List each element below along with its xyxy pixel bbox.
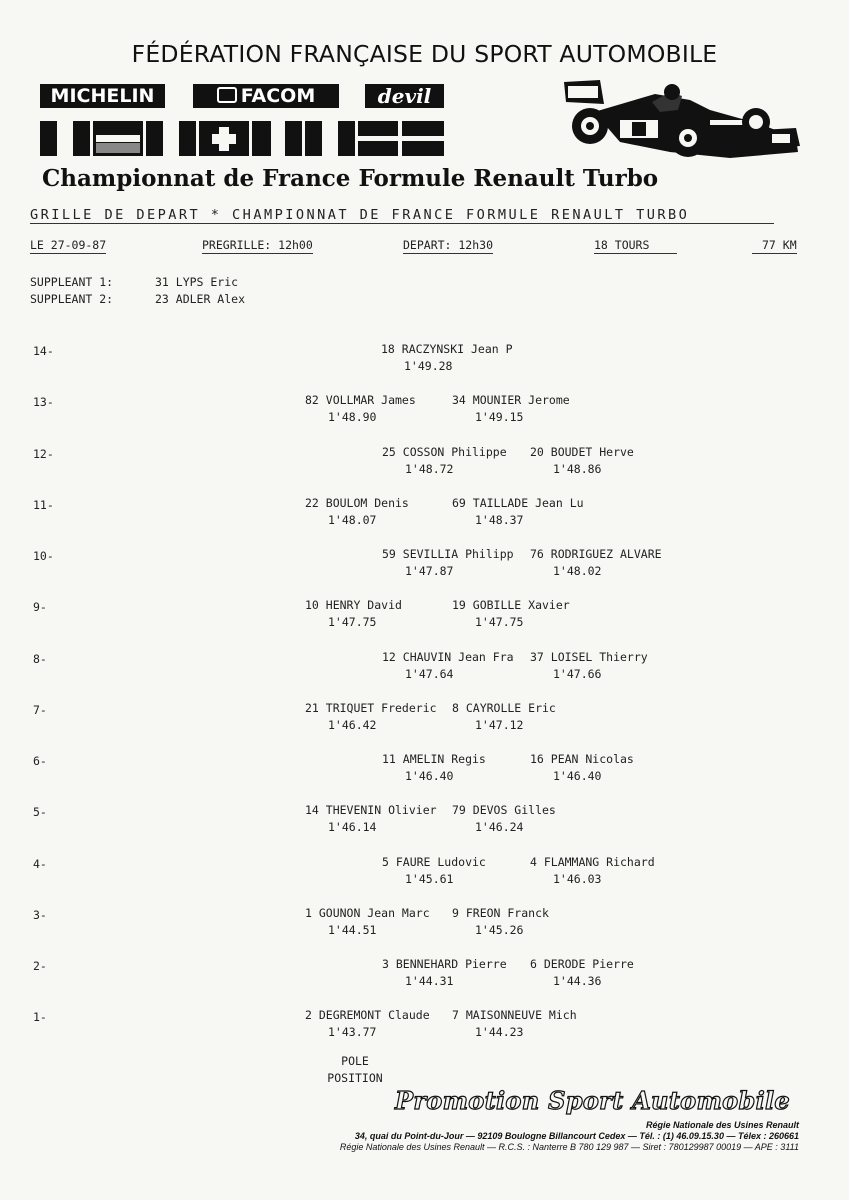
grid-driver-name: 2 DEGREMONT Claude — [305, 1008, 430, 1022]
grid-driver-time: 1'43.77 — [328, 1025, 377, 1039]
facom-logo-icon — [217, 87, 237, 103]
substitute-2-label: SUPPLEANT 2: — [30, 292, 114, 306]
grid-row-label: 2- — [33, 959, 47, 973]
grid-driver-time: 1'46.03 — [553, 872, 602, 886]
grid-driver-name: 11 AMELIN Regis — [382, 752, 486, 766]
grid-driver-time: 1'44.36 — [553, 974, 602, 988]
grid-driver-time: 1'49.28 — [404, 359, 453, 373]
grid-driver-name: 22 BOULOM Denis — [305, 496, 409, 510]
grid-driver-time: 1'47.87 — [405, 564, 454, 578]
grid-driver-time: 1'47.12 — [475, 718, 524, 732]
grid-driver-time: 1'44.31 — [405, 974, 454, 988]
grid-driver-name: 16 PEAN Nicolas — [530, 752, 634, 766]
grid-row-label: 11- — [33, 498, 54, 512]
grid-driver-time: 1'47.75 — [328, 615, 377, 629]
grid-driver-name: 8 CAYROLLE Eric — [452, 701, 556, 715]
grid-driver-name: 19 GOBILLE Xavier — [452, 598, 570, 612]
grid-driver-time: 1'48.07 — [328, 513, 377, 527]
grid-row-label: 6- — [33, 754, 47, 768]
facom-logo: FACOM — [193, 84, 339, 108]
grid-driver-time: 1'47.64 — [405, 667, 454, 681]
grid-driver-name: 34 MOUNIER Jerome — [452, 393, 570, 407]
grid-driver-name: 18 RACZYNSKI Jean P — [381, 342, 513, 356]
grid-driver-time: 1'45.26 — [475, 923, 524, 937]
grid-driver-time: 1'48.90 — [328, 410, 377, 424]
grid-driver-time: 1'44.51 — [328, 923, 377, 937]
grid-driver-name: 79 DEVOS Gilles — [452, 803, 556, 817]
grid-driver-time: 1'48.02 — [553, 564, 602, 578]
grid-driver-name: 76 RODRIGUEZ ALVARE — [530, 547, 662, 561]
substitute-2-driver: 23 ADLER Alex — [155, 292, 246, 306]
race-date: LE 27-09-87 — [30, 238, 107, 252]
grid-driver-time: 1'46.24 — [475, 820, 524, 834]
grid-driver-name: 69 TAILLADE Jean Lu — [452, 496, 584, 510]
grid-driver-time: 1'47.75 — [475, 615, 524, 629]
grid-row-label: 3- — [33, 908, 47, 922]
grid-driver-time: 1'48.37 — [475, 513, 524, 527]
grid-driver-time: 1'49.15 — [475, 410, 524, 424]
footer-address: 34, quai du Point-du-Jour — 92109 Boulogne Billancourt Cedex — Tél. : (1) 46.09.15.30 — Télex : 260661 — [354, 1131, 799, 1141]
footer-org: Régie Nationale des Usines Renault — [645, 1120, 799, 1130]
grid-title-underline — [30, 223, 774, 224]
pole-position-label: POLE POSITION — [327, 1054, 383, 1085]
grid-row-label: 13- — [33, 395, 54, 409]
grid-driver-name: 12 CHAUVIN Jean Fra — [382, 650, 514, 664]
grid-driver-time: 1'46.40 — [553, 769, 602, 783]
flags-icon — [40, 121, 445, 157]
grid-driver-name: 4 FLAMMANG Richard — [530, 855, 655, 869]
promotion-logo: Promotion Sport Automobile — [395, 1086, 790, 1115]
grid-row-label: 14- — [33, 344, 54, 358]
grid-driver-name: 20 BOUDET Herve — [530, 445, 634, 459]
grid-row-label: 1- — [33, 1010, 47, 1024]
race-distance: 77 KM — [752, 238, 797, 252]
grid-row-label: 7- — [33, 703, 47, 717]
grid-driver-name: 59 SEVILLIA Philipp — [382, 547, 514, 561]
grid-row-label: 10- — [33, 549, 54, 563]
grid-driver-name: 9 FREON Franck — [452, 906, 549, 920]
federation-title: FÉDÉRATION FRANÇAISE DU SPORT AUTOMOBILE — [131, 40, 718, 68]
grid-driver-time: 1'46.40 — [405, 769, 454, 783]
depart-time: DEPART: 12h30 — [403, 238, 494, 252]
grid-driver-name: 14 THEVENIN Olivier — [305, 803, 437, 817]
grid-driver-name: 21 TRIQUET Frederic — [305, 701, 437, 715]
grid-driver-time: 1'46.42 — [328, 718, 377, 732]
pregrille-time: PREGRILLE: 12h00 — [202, 238, 313, 252]
championship-title: Championnat de France Formule Renault Turbo — [42, 165, 659, 192]
grid-driver-time: 1'46.14 — [328, 820, 377, 834]
race-car-icon — [560, 72, 802, 167]
grid-driver-time: 1'44.23 — [475, 1025, 524, 1039]
grid-row-label: 8- — [33, 652, 47, 666]
grid-driver-name: 5 FAURE Ludovic — [382, 855, 486, 869]
grid-driver-time: 1'45.61 — [405, 872, 454, 886]
grid-row-label: 5- — [33, 805, 47, 819]
footer-legal: Régie Nationale des Usines Renault — R.C.S. : Nanterre B 780 129 987 — Siret : 780129987 00019 — APE : 3111 — [339, 1142, 799, 1152]
grid-driver-name: 7 MAISONNEUVE Mich — [452, 1008, 577, 1022]
grid-driver-time: 1'48.86 — [553, 462, 602, 476]
grid-driver-time: 1'47.66 — [553, 667, 602, 681]
michelin-logo: MICHELIN — [40, 84, 165, 108]
grid-row-label: 12- — [33, 447, 54, 461]
grid-driver-name: 10 HENRY David — [305, 598, 402, 612]
grid-driver-name: 3 BENNEHARD Pierre — [382, 957, 507, 971]
grid-driver-name: 82 VOLLMAR James — [305, 393, 416, 407]
grid-driver-name: 6 DERODE Pierre — [530, 957, 634, 971]
grid-row-label: 4- — [33, 857, 47, 871]
grid-title: GRILLE DE DEPART * CHAMPIONNAT DE FRANCE FORMULE RENAULT TURBO — [30, 207, 690, 223]
race-laps: 18 TOURS — [594, 238, 677, 252]
grid-driver-name: 37 LOISEL Thierry — [530, 650, 648, 664]
devil-logo: devil — [365, 84, 444, 108]
substitute-1-label: SUPPLEANT 1: — [30, 275, 114, 289]
grid-driver-name: 25 COSSON Philippe — [382, 445, 507, 459]
grid-driver-name: 1 GOUNON Jean Marc — [305, 906, 430, 920]
grid-driver-time: 1'48.72 — [405, 462, 454, 476]
substitute-1-driver: 31 LYPS Eric — [155, 275, 239, 289]
grid-row-label: 9- — [33, 600, 47, 614]
